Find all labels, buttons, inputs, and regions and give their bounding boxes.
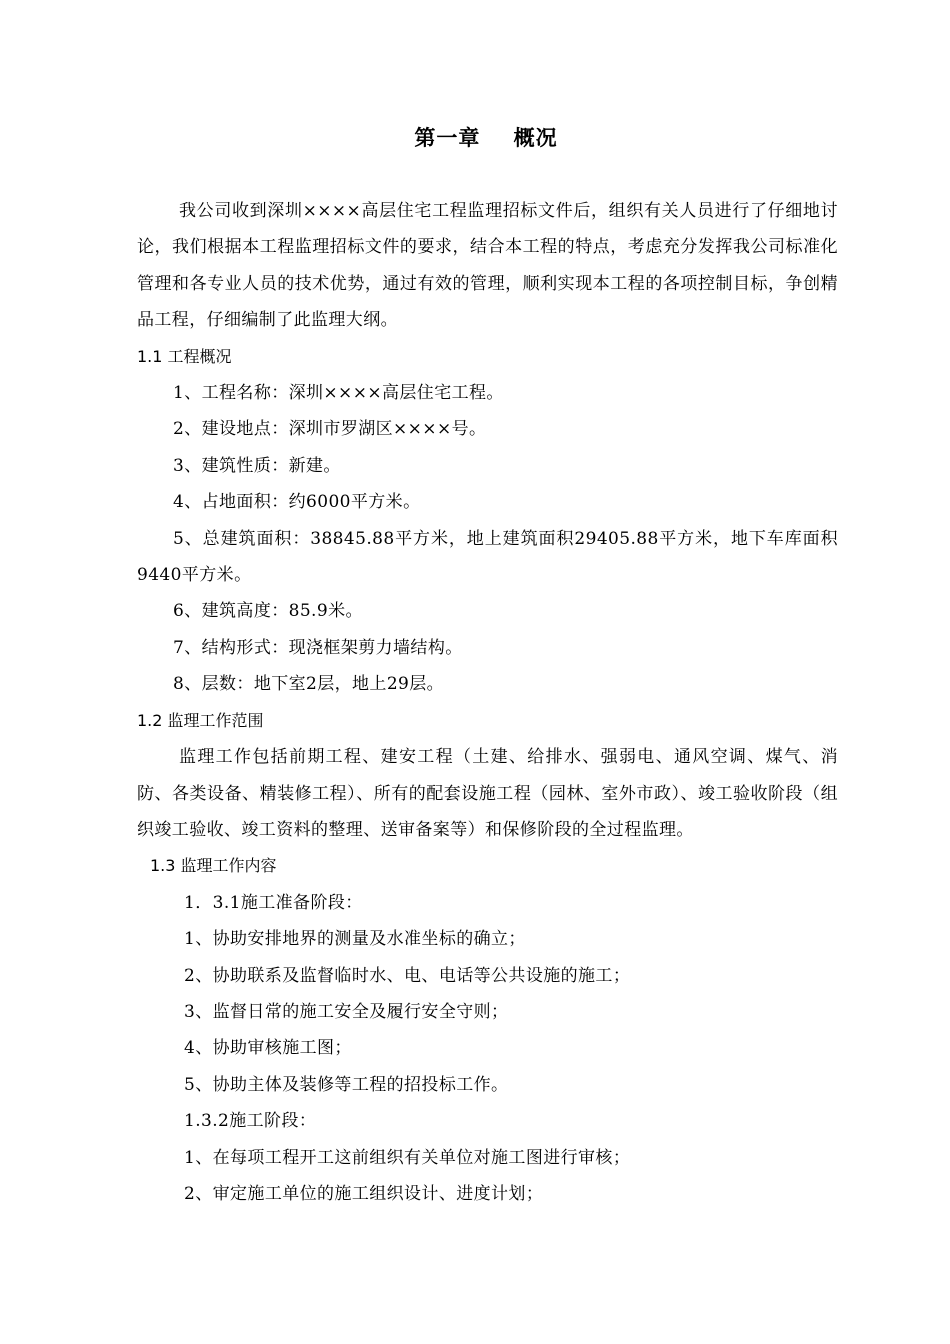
stage2-title: 1.3.2施工阶段： — [184, 1111, 317, 1132]
stage1-item-2: 2、协助联系及监督临时水、电、电话等公共设施的施工； — [184, 965, 631, 986]
project-item-5: 5、总建筑面积：38845.88平方米，地上建筑面积29405.88平方米，地下车库面积9440平方米。 — [137, 528, 838, 586]
chapter-title: 第一章 概况 — [414, 126, 558, 150]
section-heading-1-3: 1.3 监理工作内容 — [150, 856, 277, 876]
stage1-item-4: 4、协助审核施工图； — [184, 1038, 352, 1059]
document-body — [137, 193, 838, 1212]
stage1-item-5: 5、协助主体及装修等工程的招投标工作。 — [184, 1074, 509, 1095]
stage2-item-2: 2、审定施工单位的施工组织设计、进度计划； — [184, 1183, 544, 1204]
stage1-item-3: 3、监督日常的施工安全及履行安全守则； — [184, 1001, 509, 1022]
project-item-6: 6、建筑高度：85.9米。 — [173, 601, 363, 622]
intro-paragraph: 我公司收到深圳××××高层住宅工程监理招标文件后，组织有关人员进行了仔细地讨论，我们根据本工程监理招标文件的要求，结合本工程的特点，考虑充分发挥我公司标准化管理和各专业人员的技术优势，通过有效的管理，顺利实现本工程的各项控制目标，争创精品工程，仔细编制了此监理大纲。 — [137, 201, 838, 331]
scope-paragraph: 监理工作包括前期工程、建安工程（土建、给排水、强弱电、通风空调、煤气、消防、各类设备、精装修工程）、所有的配套设施工程（园林、室外市政）、竣工验收阶段（组织竣工验收、竣工资料的整理、送审备案等）和保修阶段的全过程监理。 — [137, 747, 838, 840]
section-heading-1-1: 1.1 工程概况 — [137, 346, 232, 366]
project-item-4: 4、占地面积：约6000平方米。 — [173, 492, 421, 513]
section-heading-1-2: 1.2 监理工作范围 — [137, 710, 264, 730]
stage1-item-1: 1、协助安排地界的测量及水准坐标的确立； — [184, 929, 526, 950]
project-item-2: 2、建设地点：深圳市罗湖区××××号。 — [173, 419, 487, 440]
stage1-title: 1．3.1施工准备阶段： — [184, 892, 363, 913]
project-item-7: 7、结构形式：现浇框架剪力墙结构。 — [173, 637, 463, 658]
project-item-8: 8、层数：地下室2层，地上29层。 — [173, 674, 445, 695]
project-item-3: 3、建筑性质：新建。 — [173, 455, 341, 476]
stage2-item-1: 1、在每项工程开工这前组织有关单位对施工图进行审核； — [184, 1147, 631, 1168]
project-item-1: 1、工程名称：深圳××××高层住宅工程。 — [173, 383, 504, 404]
